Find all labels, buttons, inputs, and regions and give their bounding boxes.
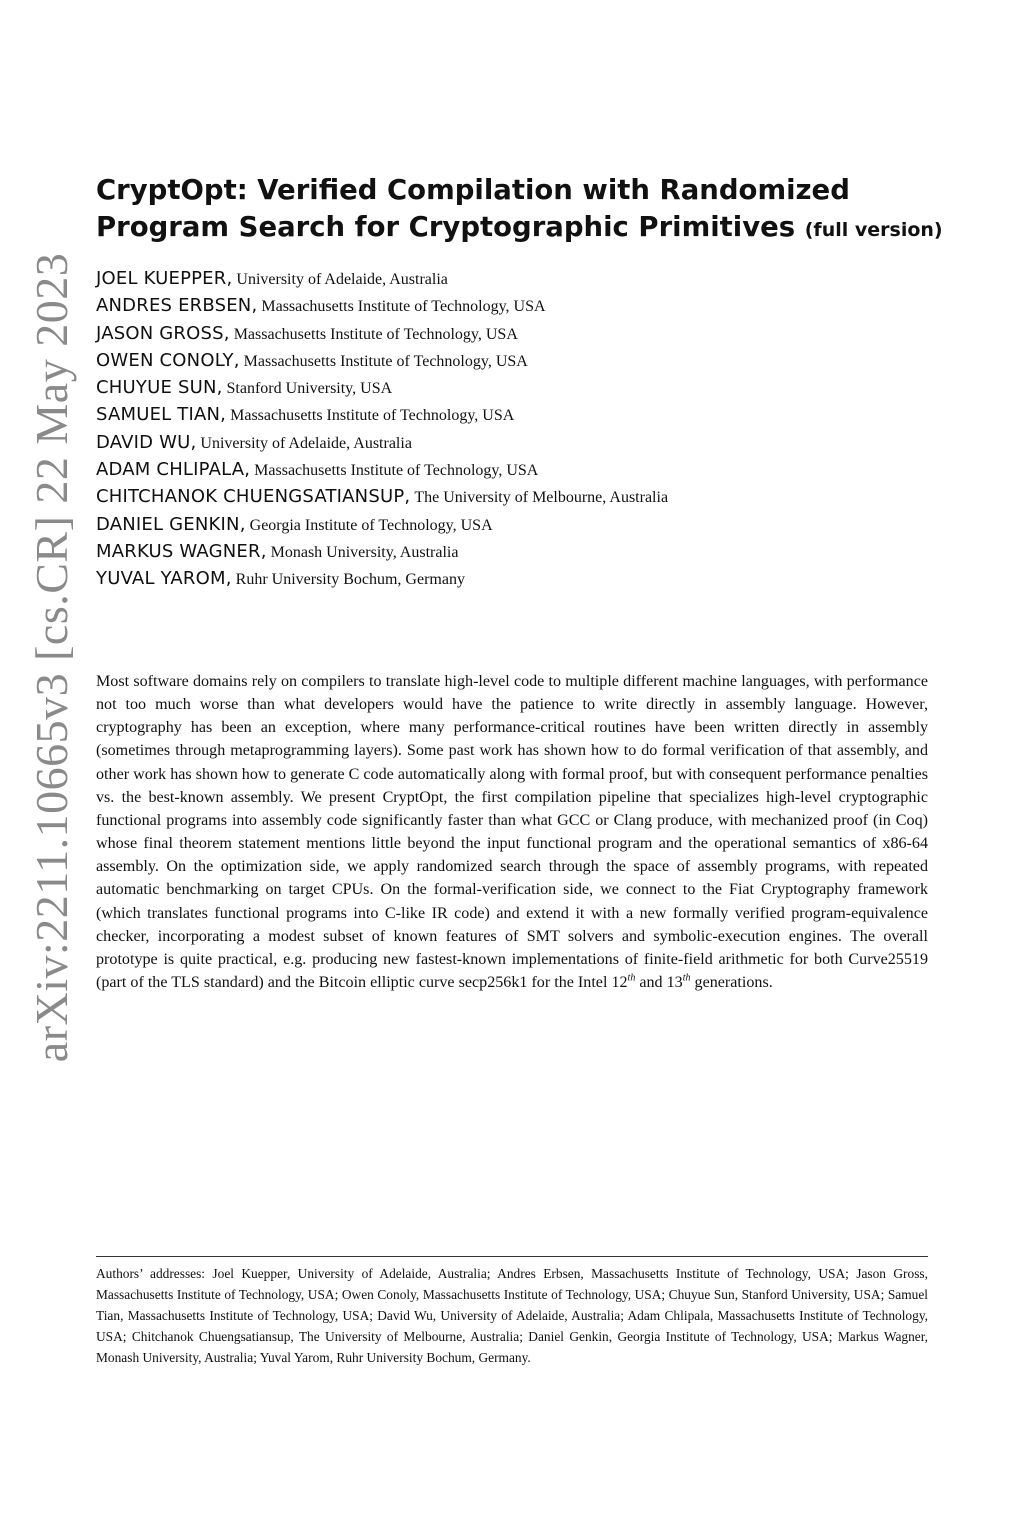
author-affiliation: Stanford University, USA bbox=[226, 380, 393, 398]
paper-title-main: CryptOpt: Verified Compilation with Randomized Program Search for Cryptographic Primitives bbox=[96, 174, 850, 243]
author-name: DANIEL GENKIN, bbox=[96, 513, 246, 535]
author-entry bbox=[96, 374, 956, 401]
author-name: CHUYUE SUN, bbox=[96, 377, 223, 399]
ordinal-superscript: th bbox=[627, 972, 636, 984]
author-entry bbox=[96, 511, 956, 538]
paper-title bbox=[96, 172, 956, 249]
author-name: DAVID WU, bbox=[96, 431, 197, 453]
author-entry bbox=[96, 429, 956, 456]
author-affiliation: Massachusetts Institute of Technology, USA bbox=[233, 325, 518, 343]
arxiv-identifier: arXiv:2211.10665v3 [cs.CR] 22 May 2023 bbox=[26, 252, 78, 1063]
author-entry bbox=[96, 401, 956, 428]
author-affiliation: Massachusetts Institute of Technology, USA bbox=[243, 352, 528, 370]
author-name: MARKUS WAGNER, bbox=[96, 540, 267, 562]
author-name: SAMUEL TIAN, bbox=[96, 404, 227, 426]
author-name: YUVAL YAROM, bbox=[96, 568, 232, 590]
author-name: ANDRES ERBSEN, bbox=[96, 295, 258, 317]
footnote-divider bbox=[96, 1256, 928, 1257]
author-name: OWEN CONOLY, bbox=[96, 349, 240, 371]
author-entry bbox=[96, 292, 956, 319]
abstract-text-end: generations. bbox=[690, 974, 773, 992]
author-entry bbox=[96, 265, 956, 292]
author-entry bbox=[96, 483, 956, 510]
author-name: CHITCHANOK CHUENGSATIANSUP, bbox=[96, 486, 411, 508]
author-name: JASON GROSS, bbox=[96, 322, 230, 344]
abstract-text: Most software domains rely on compilers to translate high-level code to multiple different machine languages, with performance not too much worse than what developers would have the patience to write directly in assembly language. However, cryptography has been an exception, where many performance-critical routines have been written directly in assembly (sometimes through metaprogramming layers). Some past work has shown how to do formal verification of that assembly, and other work has shown how to generate C code automatically along with formal proof, but with consequent performance penalties vs. the best-known assembly. We present CryptOpt, the first compilation pipeline that specializes high-level cryptographic functional programs into assembly code significantly faster than what GCC or Clang produce, with mechanized proof (in Coq) whose final theorem statement mentions little beyond the input functional program and the operational semantics of x86-64 assembly. On the optimization side, we apply randomized search through the space of assembly programs, with repeated automatic benchmarking on target CPUs. On the formal-verification side, we connect to the Fiat Cryptography framework (which translates functional programs into C-like IR code) and extend it with a new formally verified program-equivalence checker, incorporating a modest subset of known features of SMT solvers and symbolic-execution engines. The overall prototype is quite practical, e.g. producing new fastest-known implementations of finite-field arithmetic for both Curve25519 (part of the TLS standard) and the Bitcoin elliptic curve secp256k1 for the Intel 12 bbox=[96, 673, 928, 992]
author-name: ADAM CHLIPALA, bbox=[96, 459, 251, 481]
author-entry bbox=[96, 347, 956, 374]
abstract-text-mid: and 13 bbox=[635, 974, 683, 992]
author-list bbox=[96, 265, 956, 593]
author-entry bbox=[96, 320, 956, 347]
author-entry bbox=[96, 538, 956, 565]
author-affiliation: Ruhr University Bochum, Germany bbox=[235, 571, 465, 589]
author-affiliation: Georgia Institute of Technology, USA bbox=[249, 516, 493, 534]
paper-title-suffix: (full version) bbox=[804, 219, 943, 241]
author-entry bbox=[96, 456, 956, 483]
author-affiliation: Massachusetts Institute of Technology, USA bbox=[230, 407, 515, 425]
author-affiliation: Monash University, Australia bbox=[270, 543, 459, 561]
arxiv-watermark bbox=[22, 252, 82, 1063]
abstract bbox=[96, 670, 928, 994]
author-affiliation: Massachusetts Institute of Technology, USA bbox=[261, 298, 546, 316]
author-affiliation: Massachusetts Institute of Technology, USA bbox=[254, 462, 539, 480]
author-affiliation: University of Adelaide, Australia bbox=[200, 434, 412, 452]
author-entry bbox=[96, 565, 956, 592]
author-affiliation: The University of Melbourne, Australia bbox=[414, 489, 669, 507]
author-name: JOEL KUEPPER, bbox=[96, 268, 233, 289]
authors-addresses-footnote: Authors’ addresses: Joel Kuepper, University of Adelaide, Australia; Andres Erbsen, Massachusetts Institute of Technology, USA; Jason Gross, Massachusetts Institute of Technology, USA; Owen Conoly, Massachusetts Institute of Technology, USA; Chuyue Sun, Stanford University, USA; Samuel Tian, Massachusetts Institute of Technology, USA; David Wu, University of Adelaide, Australia; Adam Chlipala, Massachusetts Institute of Technology, USA; Chitchanok Chuengsatiansup, The University of Melbourne, Australia; Daniel Genkin, Georgia Institute of Technology, USA; Markus Wagner, Monash University, Australia; Yuval Yarom, Ruhr University Bochum, Germany. bbox=[96, 1266, 928, 1365]
author-affiliation: University of Adelaide, Australia bbox=[236, 271, 448, 288]
ordinal-superscript: th bbox=[682, 972, 691, 984]
